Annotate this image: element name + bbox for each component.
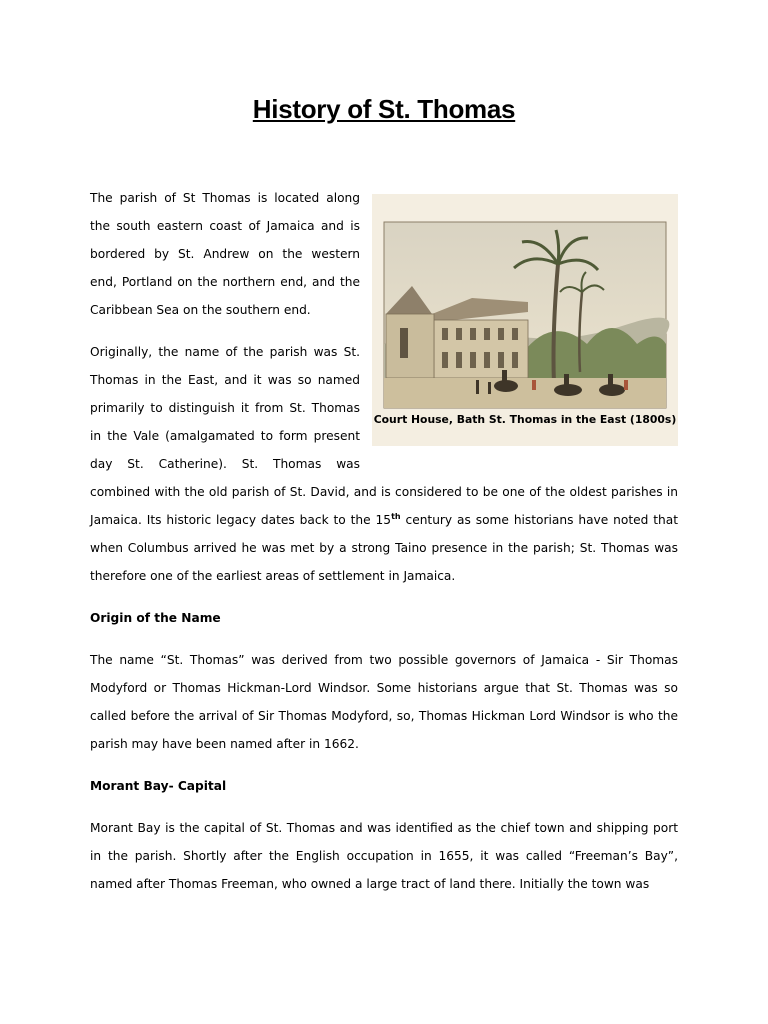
superscript-th: th bbox=[391, 511, 401, 521]
paragraph-name-origin: The name “St. Thomas” was derived from two possible governors of Jamaica - Sir Thomas Modyford or Thomas Hickman-Lord Windsor. Some historians argue that St. Thomas was so called before the arrival of Sir Thomas Modyford, so, Thomas Hickman Lord Windsor is who the parish may have been named after in 1662. bbox=[90, 653, 678, 751]
paragraph-location: The parish of St Thomas is located along the south eastern coast of Jamaica and is bordered by St. Andrew on the western end, Portland on the northern end, and the Caribbean Sea on the southern end. bbox=[90, 191, 360, 317]
document-body bbox=[90, 184, 678, 912]
heading-morant-bay-capital: Morant Bay- Capital bbox=[90, 779, 227, 793]
heading-origin-of-name: Origin of the Name bbox=[90, 611, 221, 625]
court-house-illustration bbox=[372, 194, 678, 446]
figure-caption: Court House, Bath St. Thomas in the East (1800s) bbox=[373, 413, 677, 426]
paragraph-history-part1: Originally, the name of the parish was St. Thomas in the East, and it was so named primarily to distinguish it from St. Thomas in the Vale (amalgamated to form present day St. Catherine). St. Thomas was combined with the old parish of St. David, and is considered to be one of the oldest parishes in Jamaica. Its historic legacy dates back to the 15 bbox=[90, 345, 678, 527]
paragraph-history-part2: century as some historians have noted that when Columbus arrived he was met by a strong Taino presence in the parish; St. Thomas was therefore one of the earliest areas of settlement in Jamaica. bbox=[90, 513, 678, 583]
page-title: History of St. Thomas bbox=[252, 94, 516, 124]
paragraph-morant-bay: Morant Bay is the capital of St. Thomas and was identified as the chief town and shipping port in the parish. Shortly after the English occupation in 1655, it was called “Freeman’s Bay”, named after Thomas Freeman, who owned a large tract of land there. Initially the town was bbox=[90, 821, 678, 891]
court-house-engraving bbox=[372, 194, 678, 446]
